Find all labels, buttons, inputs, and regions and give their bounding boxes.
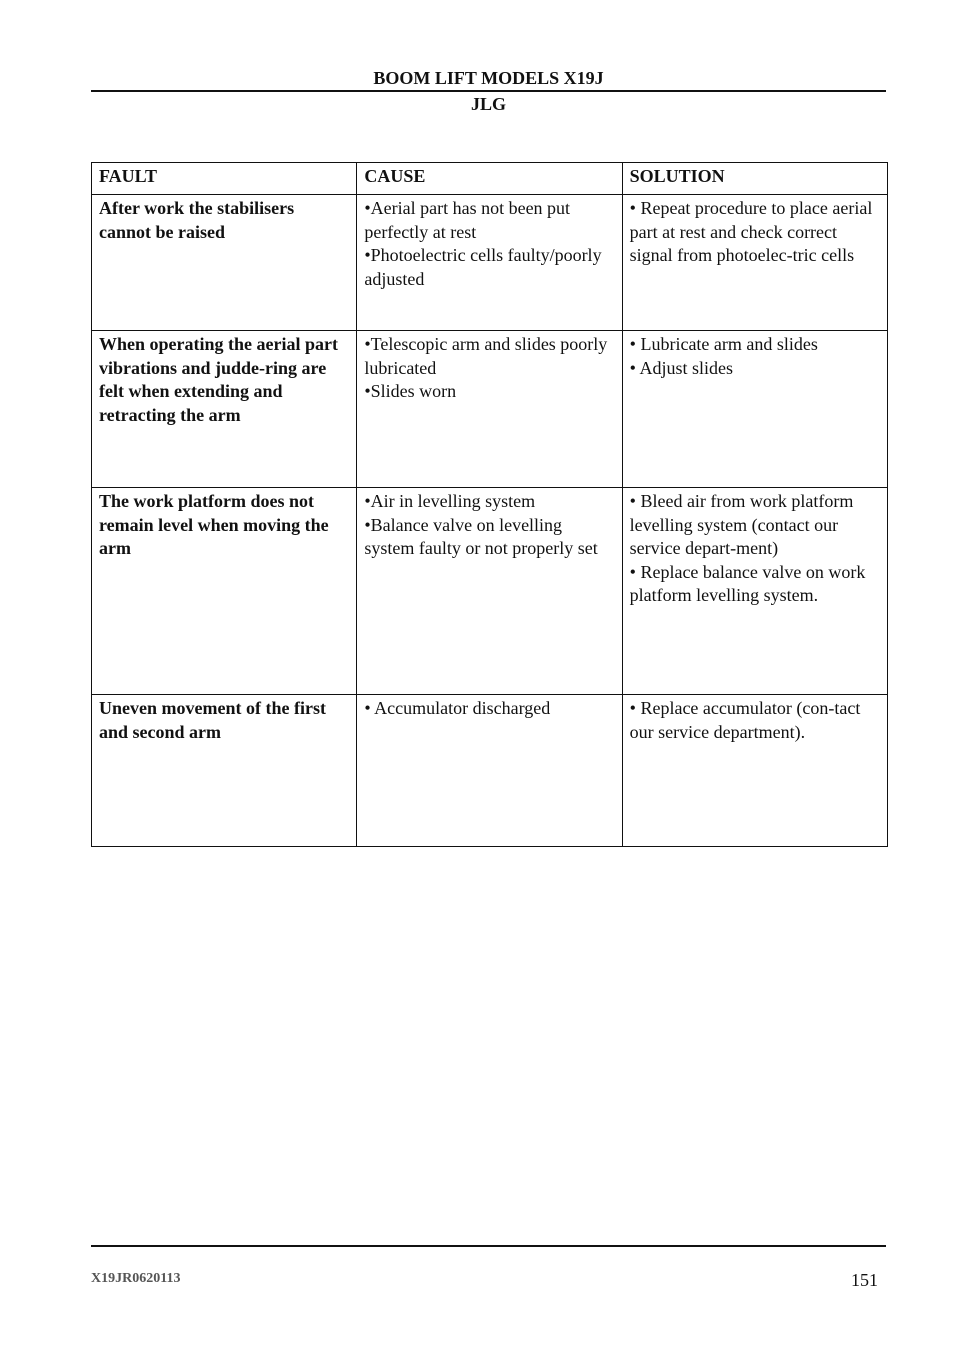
solution-cell	[622, 331, 887, 488]
cause-cell	[357, 195, 622, 331]
page-header	[91, 66, 886, 116]
table-row	[92, 195, 888, 331]
solution-cell	[622, 695, 887, 847]
cause-item: •Telescopic arm and slides poorly lubricated	[364, 334, 608, 378]
fault-cell: The work platform does not remain level when moving the arm	[92, 488, 357, 695]
cause-item: • Accumulator discharged	[364, 698, 551, 718]
table-row	[92, 488, 888, 695]
cause-cell	[357, 488, 622, 695]
document-title: BOOM LIFT MODELS X19J	[373, 68, 604, 88]
table-row	[92, 331, 888, 488]
solution-item: • Repeat procedure to place aerial part at rest and check correct signal from photoelec-tric cells	[629, 198, 873, 265]
page-number: 151	[851, 1270, 878, 1290]
solution-cell	[622, 195, 887, 331]
cause-item: •Photoelectric cells faulty/poorly adjusted	[364, 245, 602, 289]
solution-item: • Replace accumulator (con-tact our service department).	[629, 698, 861, 742]
solution-item: • Lubricate arm and slides	[629, 334, 818, 354]
table-header-row	[92, 163, 888, 195]
solution-item: • Replace balance valve on work platform levelling system.	[629, 561, 866, 605]
solution-item: • Adjust slides	[629, 357, 733, 378]
fault-cell: When operating the aerial part vibrations and judde-ring are felt when extending and retracting the arm	[92, 331, 357, 488]
brand-name: JLG	[470, 94, 506, 114]
solution-cell	[622, 488, 887, 695]
footer-rule	[91, 1245, 886, 1247]
cause-cell	[357, 331, 622, 488]
column-header-cause: CAUSE	[357, 163, 622, 195]
fault-cell: Uneven movement of the first and second arm	[92, 695, 357, 847]
cause-item: •Balance valve on levelling system faulty or not properly set	[364, 514, 598, 558]
column-header-solution: SOLUTION	[622, 163, 887, 195]
table-row	[92, 695, 888, 847]
cause-item: •Air in levelling system	[364, 491, 536, 511]
cause-item: •Aerial part has not been put perfectly at rest	[364, 198, 571, 242]
document-code: X19JR0620113	[91, 1271, 181, 1286]
cause-cell	[357, 695, 622, 847]
troubleshooting-table	[91, 162, 888, 847]
solution-item: • Bleed air from work platform levelling system (contact our service depart-ment)	[629, 491, 854, 558]
cause-item: •Slides worn	[364, 381, 457, 401]
fault-cell: After work the stabilisers cannot be raised	[92, 195, 357, 331]
column-header-fault: FAULT	[92, 163, 357, 195]
